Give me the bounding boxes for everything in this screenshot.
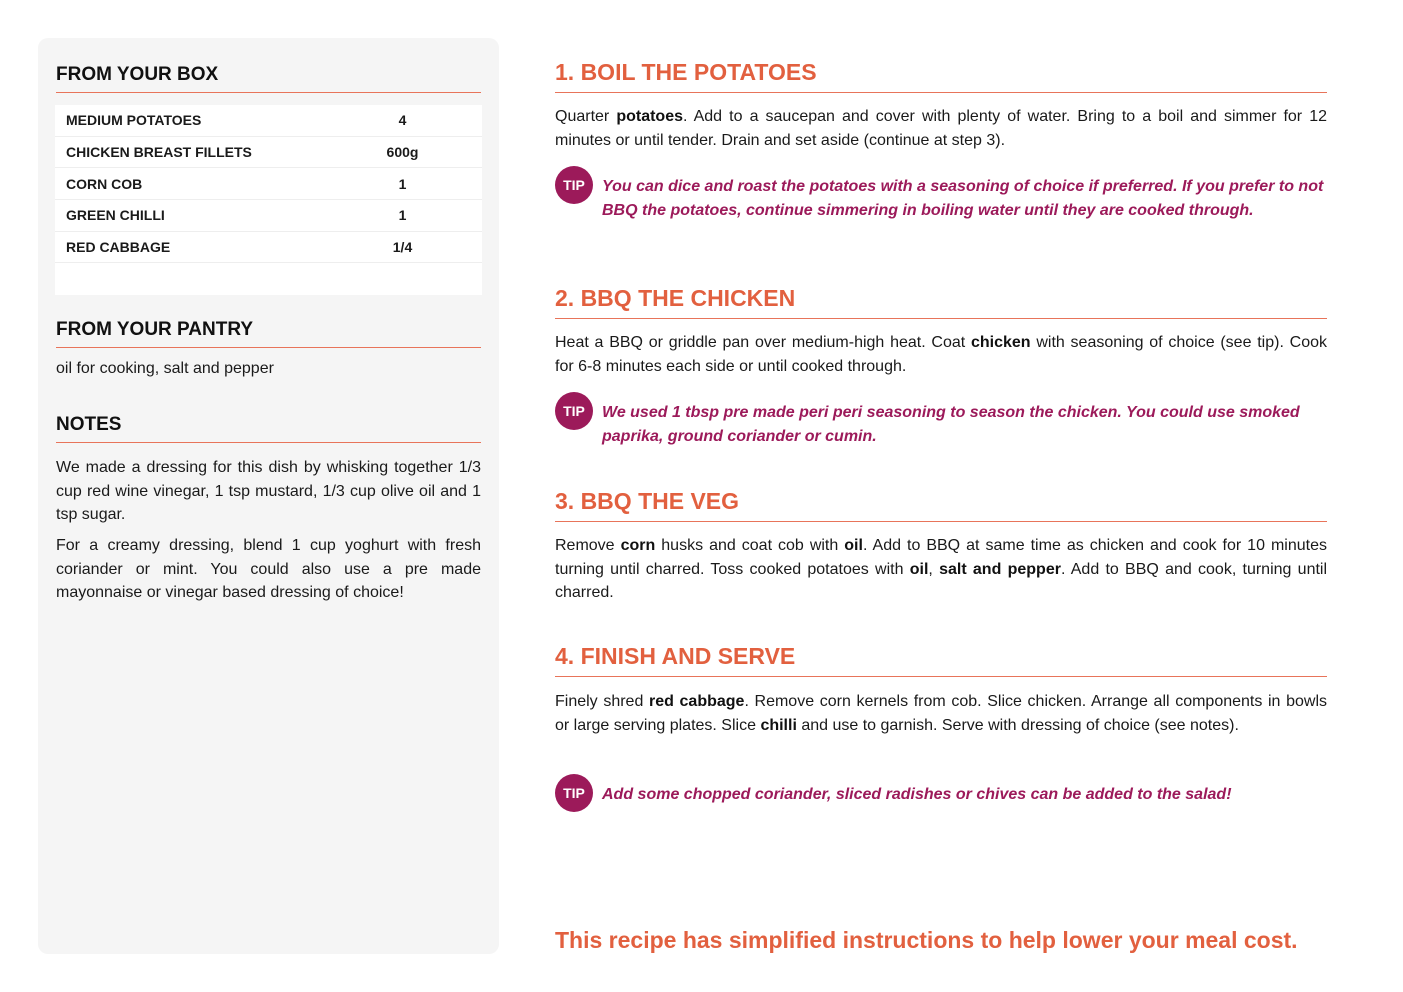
ingredient-highlight: salt and pepper: [939, 560, 1061, 578]
ingredient-qty: 1: [398, 175, 407, 192]
tip-badge: TIP: [555, 392, 593, 430]
ingredient-highlight: oil: [909, 560, 929, 578]
notes-paragraph-2: For a creamy dressing, blend 1 cup yoghurt with fresh coriander or mint. You could also use a pre made mayonnaise or vinegar based dressing of choice!: [56, 537, 481, 601]
step-4-heading: 4. FINISH AND SERVE: [555, 643, 1327, 677]
step-3-heading: 3. BBQ THE VEG: [555, 488, 1327, 522]
ingredient-name: MEDIUM POTATOES: [66, 112, 202, 129]
table-row: [55, 200, 482, 232]
step-4-text: Finely shred red cabbage. Remove corn kernels from cob. Slice chicken. Arrange all components in bowls or large serving plates. Slice chilli and use to garnish. Serve with dressing of choice (see notes).: [555, 693, 1327, 734]
ingredient-name: GREEN CHILLI: [66, 207, 165, 224]
pantry-text: oil for cooking, salt and pepper: [56, 360, 274, 377]
table-row: [55, 232, 482, 264]
table-row: [55, 105, 482, 137]
ingredient-highlight: chicken: [970, 334, 1031, 351]
step-1-text: Quarter potatoes. Add to a saucepan and cover with plenty of water. Bring to a boil and simmer for 12 minutes or until tender. Drain and set aside (continue at step 3).: [555, 108, 1328, 149]
step-2-text: Heat a BBQ or griddle pan over medium-high heat. Coat chicken with seasoning of choice (see tip). Cook for 6-8 minutes each side or until cooked through.: [555, 334, 1327, 375]
ingredients-panel: [38, 38, 499, 954]
step-1-heading: 1. BOIL THE POTATOES: [555, 59, 1327, 93]
step-4-tip: Add some chopped coriander, sliced radishes or chives can be added to the salad!: [602, 786, 1232, 803]
ingredient-qty: 1: [398, 207, 407, 224]
footer-note: This recipe has simplified instructions to help lower your meal cost.: [555, 927, 1298, 953]
ingredient-name: CHICKEN BREAST FILLETS: [66, 144, 252, 161]
box-ingredients-table: [55, 105, 482, 295]
ingredient-name: CORN COB: [66, 175, 143, 192]
step-1-tip: You can dice and roast the potatoes with a seasoning of choice if preferred. If you prefer to not BBQ the potatoes, continue simmering in boiling water until they are cooked through.: [602, 178, 1324, 219]
table-row: [55, 137, 482, 169]
notes-heading: NOTES: [56, 414, 481, 443]
step-2-heading: 2. BBQ THE CHICKEN: [555, 285, 1327, 319]
step-2-tip: We used 1 tbsp pre made peri peri seasoning to season the chicken. You could use smoked paprika, ground coriander or cumin.: [602, 404, 1300, 445]
from-your-pantry-heading: FROM YOUR PANTRY: [56, 319, 481, 348]
ingredient-highlight: potatoes: [616, 108, 683, 125]
ingredient-name: RED CABBAGE: [66, 239, 171, 256]
notes-paragraph-1: We made a dressing for this dish by whisking together 1/3 cup red wine vinegar, 1 tsp mustard, 1/3 cup olive oil and 1 tsp sugar.: [56, 459, 481, 523]
table-row: [55, 168, 482, 200]
tip-badge: TIP: [555, 166, 593, 204]
from-your-box-heading: FROM YOUR BOX: [56, 64, 481, 93]
ingredient-qty: 1/4: [392, 239, 413, 256]
ingredient-highlight: red cabbage: [648, 693, 745, 710]
ingredient-qty: 600g: [386, 144, 419, 161]
step-3-text: Remove corn husks and coat cob with oil. Add to BBQ at same time as chicken and cook for 10 minutes turning until charred. Toss cooked potatoes with oil, salt and pepper. Add to BBQ and cook, turning until charred.: [555, 537, 1328, 601]
ingredient-qty: 4: [398, 112, 407, 129]
tip-badge: TIP: [555, 774, 593, 812]
ingredient-highlight: corn: [620, 537, 656, 554]
ingredient-highlight: oil: [844, 537, 863, 554]
ingredient-highlight: chilli: [760, 716, 797, 734]
